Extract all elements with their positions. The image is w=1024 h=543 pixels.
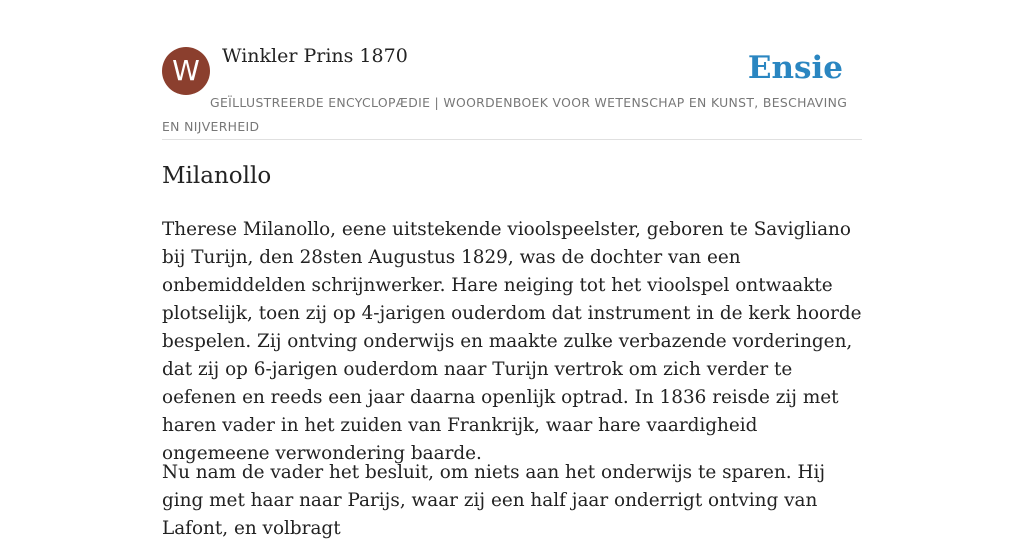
entry-headword: Milanollo — [162, 163, 272, 189]
entry-paragraph: Nu nam de vader het besluit, om niets aan het onderwijs te sparen. Hij ging met haar naar Parijs, waar zij een half jaar onderrigt ontving van Lafont, en volbragt — [162, 462, 826, 539]
source-subtitle: GEÏLLUSTREERDE ENCYCLOPÆDIE | WOORDENBOEK VOOR WETENSCHAP EN KUNST, BESCHAVING EN NIJVERHEID — [162, 95, 848, 134]
brand-logo[interactable]: Ensie — [747, 50, 843, 86]
source-title[interactable]: Winkler Prins 1870 — [222, 45, 408, 67]
source-avatar[interactable]: W — [162, 47, 210, 95]
entry-paragraph: Therese Milanollo, eene uitstekende vioolspeelster, geboren te Savigliano bij Turijn, den 28sten Augustus 1829, was de dochter van een onbemiddelden schrijnwerker. Hare neiging tot het vioolspel ontwaakte plotselijk, toen zij op 4-jarigen ouderdom dat instrument in de kerk hoorde bespelen. Zij ontving onderwijs en maakte zulke verbazende vorderingen, dat zij op 6-jarigen ouderdom naar Turijn vertrok om zich verder te oefenen en reeds een jaar daarna openlijk optrad. In 1836 reisde zij met haren vader in het zuiden van Frankrijk, waar hare vaardigheid ongemeene verwondering baarde. — [162, 219, 862, 464]
header-divider — [162, 139, 862, 140]
